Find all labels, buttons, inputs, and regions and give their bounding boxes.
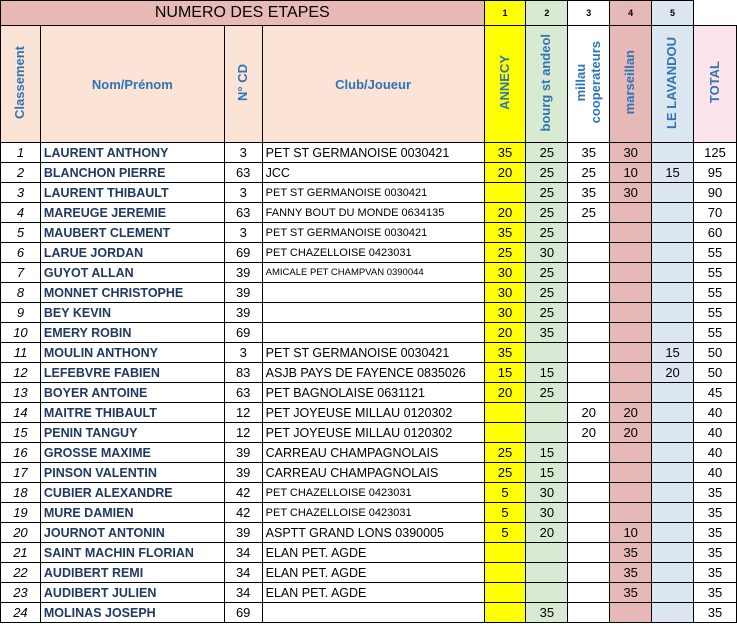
- stage3-points: [568, 523, 610, 543]
- stage5-points: [652, 183, 694, 203]
- total-points: 70: [694, 203, 737, 223]
- stage1-points: [484, 603, 526, 623]
- cd-cell: 63: [224, 163, 262, 183]
- stage3-points: [568, 243, 610, 263]
- stage4-header-label: marseillan: [622, 50, 638, 115]
- total-points: 35: [694, 563, 737, 583]
- stage3-points: 35: [568, 143, 610, 163]
- stage2-points: [526, 343, 568, 363]
- stage2-points: 30: [526, 483, 568, 503]
- cd-cell: 39: [224, 303, 262, 323]
- total-points: 55: [694, 243, 737, 263]
- total-points: 35: [694, 603, 737, 623]
- name-cell: LEFEBVRE FABIEN: [40, 363, 224, 383]
- stage1-points: 5: [484, 503, 526, 523]
- stage5-points: [652, 503, 694, 523]
- stage1-points: 5: [484, 523, 526, 543]
- cd-cell: 34: [224, 563, 262, 583]
- name-cell: GROSSE MAXIME: [40, 443, 224, 463]
- table-row: [1, 603, 737, 623]
- total-points: 35: [694, 483, 737, 503]
- stage4-points: [610, 503, 652, 523]
- stage2-points: 30: [526, 503, 568, 523]
- cd-cell: 39: [224, 263, 262, 283]
- rank-cell: 6: [1, 243, 41, 263]
- stage2-points: 25: [526, 283, 568, 303]
- name-cell: LARUE JORDAN: [40, 243, 224, 263]
- rank-cell: 10: [1, 323, 41, 343]
- table-row: [1, 163, 737, 183]
- stage5-points: [652, 603, 694, 623]
- stage3-points: [568, 443, 610, 463]
- stage5-points: [652, 303, 694, 323]
- rank-header: [1, 26, 41, 143]
- stage4-points: [610, 203, 652, 223]
- stage-number-1: 1: [484, 1, 526, 26]
- total-points: 90: [694, 183, 737, 203]
- stage4-points: [610, 323, 652, 343]
- club-cell: [262, 303, 484, 323]
- rank-cell: 21: [1, 543, 41, 563]
- stage1-points: 25: [484, 443, 526, 463]
- stage3-points: [568, 343, 610, 363]
- stage1-points: [484, 183, 526, 203]
- rank-cell: 4: [1, 203, 41, 223]
- stage4-points: [610, 603, 652, 623]
- rank-cell: 13: [1, 383, 41, 403]
- stage1-points: 20: [484, 383, 526, 403]
- table-row: [1, 463, 737, 483]
- stage2-points: 25: [526, 223, 568, 243]
- club-cell: [262, 323, 484, 343]
- rank-cell: 2: [1, 163, 41, 183]
- blank-cell: [694, 1, 737, 26]
- stage5-points: [652, 143, 694, 163]
- stage4-points: [610, 243, 652, 263]
- stage1-points: 35: [484, 143, 526, 163]
- stage1-points: 5: [484, 483, 526, 503]
- stage3-points: [568, 543, 610, 563]
- stage4-points: 35: [610, 563, 652, 583]
- table-row: [1, 563, 737, 583]
- club-cell: PET ST GERMANOISE 0030421: [262, 223, 484, 243]
- stage3-points: [568, 503, 610, 523]
- table-row: [1, 423, 737, 443]
- stage5-points: [652, 443, 694, 463]
- stage1-points: 30: [484, 303, 526, 323]
- cd-cell: 39: [224, 463, 262, 483]
- table-row: [1, 183, 737, 203]
- cd-cell: 83: [224, 363, 262, 383]
- total-points: 40: [694, 463, 737, 483]
- club-cell: [262, 603, 484, 623]
- table-row: [1, 223, 737, 243]
- stage4-points: [610, 483, 652, 503]
- club-cell: AMICALE PET CHAMPVAN 0390044: [262, 263, 484, 283]
- rank-cell: 17: [1, 463, 41, 483]
- name-cell: AUDIBERT REMI: [40, 563, 224, 583]
- total-points: 45: [694, 383, 737, 403]
- stage3-points: [568, 263, 610, 283]
- stage4-points: 30: [610, 183, 652, 203]
- rank-cell: 20: [1, 523, 41, 543]
- rank-cell: 14: [1, 403, 41, 423]
- stage4-points: [610, 363, 652, 383]
- stage5-points: [652, 203, 694, 223]
- total-points: 50: [694, 343, 737, 363]
- stage5-points: [652, 563, 694, 583]
- stage1-points: 20: [484, 163, 526, 183]
- stage3-points: [568, 563, 610, 583]
- name-cell: EMERY ROBIN: [40, 323, 224, 343]
- total-points: 50: [694, 363, 737, 383]
- stage1-header-label: ANNECY: [496, 55, 512, 110]
- stage2-points: 15: [526, 463, 568, 483]
- table-row: [1, 263, 737, 283]
- stage-number-2: 2: [526, 1, 568, 26]
- cd-cell: 12: [224, 423, 262, 443]
- club-cell: CARREAU CHAMPAGNOLAIS: [262, 463, 484, 483]
- table-row: [1, 543, 737, 563]
- name-cell: MOLINAS JOSEPH: [40, 603, 224, 623]
- name-cell: LAURENT ANTHONY: [40, 143, 224, 163]
- cd-cell: 42: [224, 503, 262, 523]
- stage5-points: [652, 263, 694, 283]
- table-row: [1, 483, 737, 503]
- stage2-points: 25: [526, 203, 568, 223]
- cd-cell: 69: [224, 323, 262, 343]
- stage5-points: [652, 323, 694, 343]
- stage4-points: [610, 303, 652, 323]
- name-cell: PENIN TANGUY: [40, 423, 224, 443]
- stage2-points: 35: [526, 323, 568, 343]
- stage5-points: [652, 243, 694, 263]
- name-cell: MURE DAMIEN: [40, 503, 224, 523]
- stage5-points: 20: [652, 363, 694, 383]
- name-cell: BEY KEVIN: [40, 303, 224, 323]
- club-cell: ELAN PET. AGDE: [262, 543, 484, 563]
- table-row: [1, 243, 737, 263]
- stage1-points: [484, 423, 526, 443]
- stage4-points: [610, 283, 652, 303]
- table-row: [1, 283, 737, 303]
- stage5-points: [652, 423, 694, 443]
- stage2-points: 20: [526, 523, 568, 543]
- name-cell: MOULIN ANTHONY: [40, 343, 224, 363]
- cd-cell: 69: [224, 243, 262, 263]
- stage2-points: 25: [526, 183, 568, 203]
- rank-cell: 5: [1, 223, 41, 243]
- stage4-points: 10: [610, 163, 652, 183]
- total-points: 35: [694, 503, 737, 523]
- rank-cell: 12: [1, 363, 41, 383]
- stage5-header: [652, 26, 694, 143]
- rank-cell: 8: [1, 283, 41, 303]
- club-cell: ASJB PAYS DE FAYENCE 0835026: [262, 363, 484, 383]
- club-cell: PET JOYEUSE MILLAU 0120302: [262, 423, 484, 443]
- total-points: 35: [694, 543, 737, 563]
- stage3-points: 25: [568, 203, 610, 223]
- stage3-points: [568, 463, 610, 483]
- stage4-points: [610, 223, 652, 243]
- cd-cell: 63: [224, 383, 262, 403]
- stage4-points: 10: [610, 523, 652, 543]
- club-cell: PET BAGNOLAISE 0631121: [262, 383, 484, 403]
- sheet-title: NUMERO DES ETAPES: [1, 1, 485, 26]
- table-row: [1, 363, 737, 383]
- cd-cell: 39: [224, 283, 262, 303]
- stage3-header-line2: cooperateurs: [587, 41, 603, 124]
- rank-cell: 22: [1, 563, 41, 583]
- stage2-points: 25: [526, 383, 568, 403]
- club-cell: FANNY BOUT DU MONDE 0634135: [262, 203, 484, 223]
- stage3-points: [568, 223, 610, 243]
- stage1-points: [484, 403, 526, 423]
- cd-header-label: N° CD: [234, 64, 250, 101]
- stage5-header-label: LE LAVANDOU: [664, 36, 680, 129]
- table-row: [1, 503, 737, 523]
- stage3-points: [568, 583, 610, 603]
- stage4-points: 20: [610, 403, 652, 423]
- cd-cell: 3: [224, 183, 262, 203]
- cd-cell: 3: [224, 343, 262, 363]
- club-cell: PET CHAZELLOISE 0423031: [262, 503, 484, 523]
- stage5-points: [652, 383, 694, 403]
- name-cell: SAINT MACHIN FLORIAN: [40, 543, 224, 563]
- name-cell: AUDIBERT JULIEN: [40, 583, 224, 603]
- stage4-points: 20: [610, 423, 652, 443]
- ranking-rows: [1, 143, 737, 623]
- cd-cell: 3: [224, 143, 262, 163]
- stage2-points: [526, 563, 568, 583]
- total-points: 40: [694, 443, 737, 463]
- stage4-header: [610, 26, 652, 143]
- stage1-points: 35: [484, 343, 526, 363]
- club-cell: PET CHAZELLOISE 0423031: [262, 483, 484, 503]
- stage1-points: [484, 583, 526, 603]
- stage3-points: 20: [568, 403, 610, 423]
- table-row: [1, 203, 737, 223]
- club-cell: PET ST GERMANOISE 0030421: [262, 143, 484, 163]
- stage1-points: 20: [484, 203, 526, 223]
- stage3-points: [568, 483, 610, 503]
- rank-cell: 19: [1, 503, 41, 523]
- stage4-points: [610, 383, 652, 403]
- stage3-points: 35: [568, 183, 610, 203]
- name-cell: PINSON VALENTIN: [40, 463, 224, 483]
- stage1-points: 25: [484, 243, 526, 263]
- stage5-points: [652, 223, 694, 243]
- stage4-points: [610, 463, 652, 483]
- total-points: 55: [694, 323, 737, 343]
- stage2-points: 25: [526, 163, 568, 183]
- total-points: 55: [694, 263, 737, 283]
- stage-number-row: [1, 1, 737, 26]
- cd-cell: 34: [224, 543, 262, 563]
- stage3-header: [568, 26, 610, 143]
- stage4-points: [610, 443, 652, 463]
- cd-cell: 12: [224, 403, 262, 423]
- stage1-points: 30: [484, 263, 526, 283]
- stage5-points: [652, 283, 694, 303]
- table-row: [1, 443, 737, 463]
- stage4-points: 35: [610, 583, 652, 603]
- club-cell: [262, 283, 484, 303]
- stage1-points: [484, 563, 526, 583]
- total-points: 60: [694, 223, 737, 243]
- cd-cell: 69: [224, 603, 262, 623]
- stage1-points: 35: [484, 223, 526, 243]
- stage2-points: [526, 543, 568, 563]
- rank-cell: 24: [1, 603, 41, 623]
- stage3-points: [568, 283, 610, 303]
- stage1-points: 25: [484, 463, 526, 483]
- table-row: [1, 523, 737, 543]
- name-cell: BOYER ANTOINE: [40, 383, 224, 403]
- table-row: [1, 323, 737, 343]
- stage3-points: [568, 363, 610, 383]
- stage2-points: [526, 583, 568, 603]
- cd-header: [224, 26, 262, 143]
- rank-cell: 9: [1, 303, 41, 323]
- rank-cell: 1: [1, 143, 41, 163]
- total-points: 55: [694, 303, 737, 323]
- table-row: [1, 343, 737, 363]
- name-cell: GUYOT ALLAN: [40, 263, 224, 283]
- name-cell: LAURENT THIBAULT: [40, 183, 224, 203]
- cd-cell: 63: [224, 203, 262, 223]
- rank-cell: 18: [1, 483, 41, 503]
- club-cell: ASPTT GRAND LONS 0390005: [262, 523, 484, 543]
- rank-cell: 16: [1, 443, 41, 463]
- rank-cell: 11: [1, 343, 41, 363]
- name-cell: MAREUGE JEREMIE: [40, 203, 224, 223]
- cd-cell: 39: [224, 443, 262, 463]
- stage2-points: 15: [526, 443, 568, 463]
- name-header: Nom/Prénom: [40, 26, 224, 143]
- stage4-points: 30: [610, 143, 652, 163]
- club-cell: JCC: [262, 163, 484, 183]
- name-cell: CUBIER ALEXANDRE: [40, 483, 224, 503]
- stage5-points: [652, 523, 694, 543]
- stage-number-5: 5: [652, 1, 694, 26]
- stage5-points: 15: [652, 343, 694, 363]
- club-cell: PET JOYEUSE MILLAU 0120302: [262, 403, 484, 423]
- stage4-points: [610, 263, 652, 283]
- stage5-points: [652, 463, 694, 483]
- name-cell: MONNET CHRISTOPHE: [40, 283, 224, 303]
- stage-number-3: 3: [568, 1, 610, 26]
- stage5-points: 15: [652, 163, 694, 183]
- stage5-points: [652, 543, 694, 563]
- total-points: 35: [694, 583, 737, 603]
- stage4-points: 35: [610, 543, 652, 563]
- stage3-points: [568, 303, 610, 323]
- club-cell: ELAN PET. AGDE: [262, 583, 484, 603]
- stage1-points: 20: [484, 323, 526, 343]
- stage3-header-line1: millau: [572, 63, 588, 102]
- stage1-points: 30: [484, 283, 526, 303]
- total-points: 40: [694, 403, 737, 423]
- stage3-points: 20: [568, 423, 610, 443]
- stage2-points: [526, 423, 568, 443]
- club-cell: ELAN PET. AGDE: [262, 563, 484, 583]
- cd-cell: 42: [224, 483, 262, 503]
- stage1-points: [484, 543, 526, 563]
- stage2-points: 25: [526, 303, 568, 323]
- stage2-points: 25: [526, 143, 568, 163]
- stage2-header-label: bourg st andeol: [538, 33, 554, 132]
- stage-number-4: 4: [610, 1, 652, 26]
- total-header: [694, 26, 737, 143]
- table-row: [1, 383, 737, 403]
- cd-cell: 34: [224, 583, 262, 603]
- table-row: [1, 303, 737, 323]
- stage2-points: 30: [526, 243, 568, 263]
- cd-cell: 39: [224, 523, 262, 543]
- stage5-points: [652, 403, 694, 423]
- header-row: [1, 26, 737, 143]
- total-points: 125: [694, 143, 737, 163]
- stage2-points: 35: [526, 603, 568, 623]
- total-points: 40: [694, 423, 737, 443]
- table-row: [1, 143, 737, 163]
- stage3-header-label: [574, 41, 604, 123]
- stage1-header: [484, 26, 526, 143]
- stage2-points: 15: [526, 363, 568, 383]
- rank-cell: 23: [1, 583, 41, 603]
- stage3-points: 25: [568, 163, 610, 183]
- club-cell: CARREAU CHAMPAGNOLAIS: [262, 443, 484, 463]
- name-cell: BLANCHON PIERRE: [40, 163, 224, 183]
- stage2-header: [526, 26, 568, 143]
- table-row: [1, 583, 737, 603]
- name-cell: JOURNOT ANTONIN: [40, 523, 224, 543]
- name-cell: MAITRE THIBAULT: [40, 403, 224, 423]
- rank-cell: 15: [1, 423, 41, 443]
- stage5-points: [652, 583, 694, 603]
- stage4-points: [610, 343, 652, 363]
- stage2-points: 25: [526, 263, 568, 283]
- club-cell: PET ST GERMANOISE 0030421: [262, 343, 484, 363]
- stage1-points: 15: [484, 363, 526, 383]
- cd-cell: 3: [224, 223, 262, 243]
- rank-cell: 3: [1, 183, 41, 203]
- stage3-points: [568, 603, 610, 623]
- club-header: Club/Joueur: [262, 26, 484, 143]
- club-cell: PET ST GERMANOISE 0030421: [262, 183, 484, 203]
- stage3-points: [568, 383, 610, 403]
- name-cell: MAUBERT CLEMENT: [40, 223, 224, 243]
- total-header-label: TOTAL: [706, 61, 722, 104]
- rank-header-label: Classement: [11, 46, 27, 119]
- stage5-points: [652, 483, 694, 503]
- table-row: [1, 403, 737, 423]
- stage2-points: [526, 403, 568, 423]
- total-points: 55: [694, 283, 737, 303]
- stage3-points: [568, 323, 610, 343]
- club-cell: PET CHAZELLOISE 0423031: [262, 243, 484, 263]
- total-points: 95: [694, 163, 737, 183]
- rank-cell: 7: [1, 263, 41, 283]
- total-points: 35: [694, 523, 737, 543]
